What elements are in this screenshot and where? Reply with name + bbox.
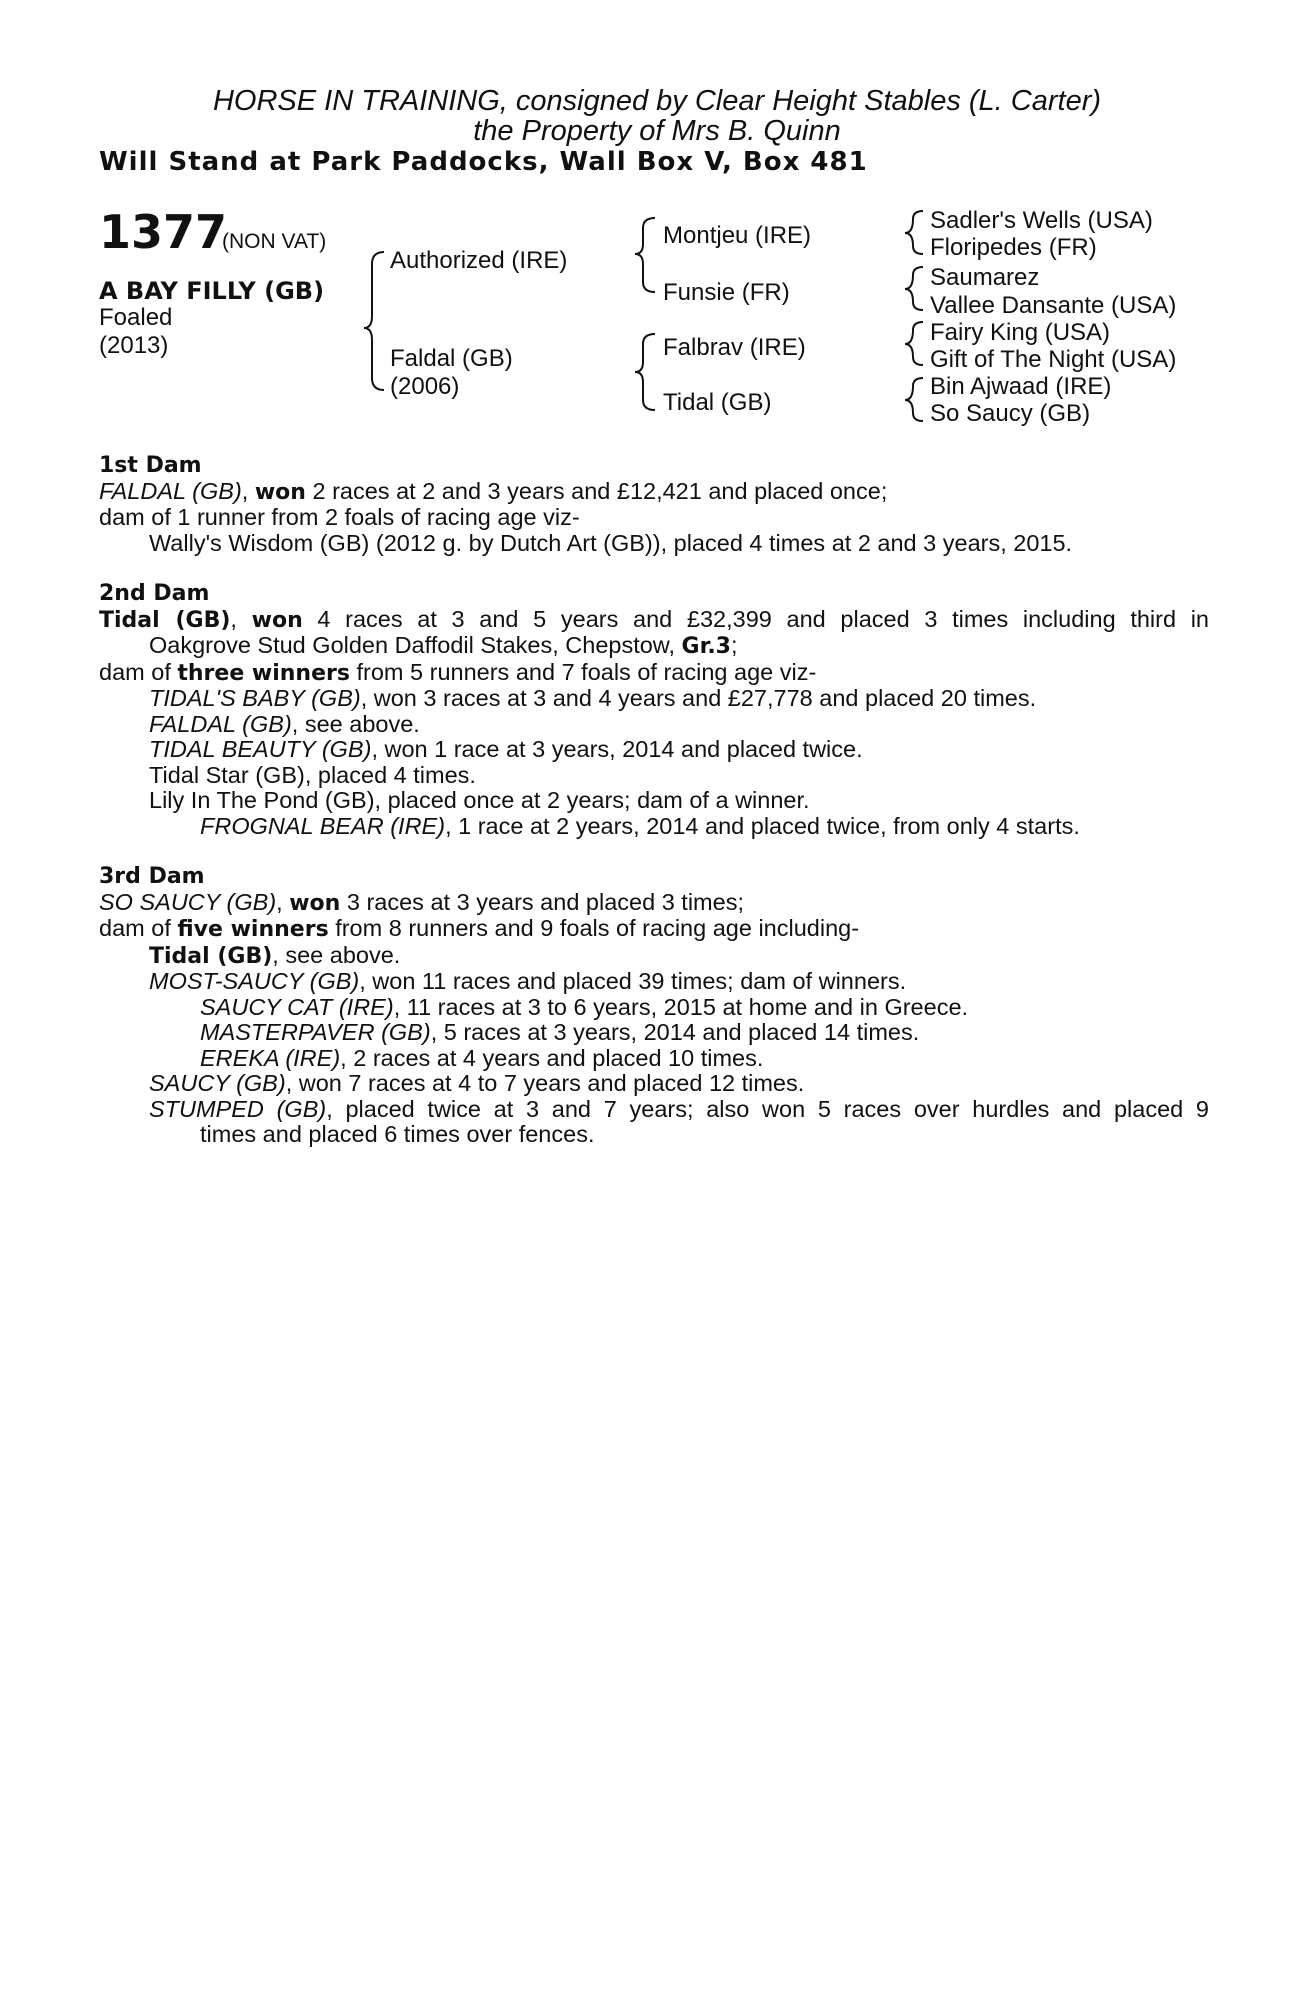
third-dam-section: [99, 864, 1209, 1148]
pedigree-g3-4: Vallee Dansante (USA): [930, 292, 1177, 319]
third-dam-line: SAUCY (GB), won 7 races at 4 to 7 years and placed 12 times.: [149, 1070, 805, 1096]
pedigree-g3-2: Floripedes (FR): [930, 234, 1097, 261]
foaled-label: Foaled: [99, 304, 173, 331]
pedigree-g3-5: Fairy King (USA): [930, 319, 1111, 346]
third-dam-line: MOST-SAUCY (GB), won 11 races and placed 39 times; dam of winners.: [149, 968, 907, 994]
lot-description: A BAY FILLY (GB): [99, 277, 325, 305]
pedigree-dam-sire: Falbrav (IRE): [663, 334, 806, 361]
first-dam-line: FALDAL (GB), won 2 races at 2 and 3 years and £12,421 and placed once;: [99, 477, 888, 505]
third-dam-line: MASTERPAVER (GB), 5 races at 3 years, 2014 and placed 14 times.: [200, 1019, 920, 1045]
first-dam-heading: 1st Dam: [99, 453, 202, 478]
second-dam-line: TIDAL'S BABY (GB), won 3 races at 3 and 4 years and £27,778 and placed 20 times.: [149, 685, 1037, 711]
first-dam-line: dam of 1 runner from 2 foals of racing age viz-: [99, 504, 580, 530]
second-dam-heading: 2nd Dam: [99, 581, 210, 606]
second-dam-line: Lily In The Pond (GB), placed once at 2 years; dam of a winner.: [149, 787, 810, 813]
pedigree-g3-3: Saumarez: [930, 264, 1040, 291]
third-dam-line: Tidal (GB), see above.: [149, 941, 401, 969]
lot-heading-line2: the Property of Mrs B. Quinn: [473, 115, 841, 147]
third-dam-line: STUMPED (GB), placed twice at 3 and 7 years; also won 5 races over hurdles and placed 9: [149, 1095, 1210, 1122]
pedigree-dam: Faldal (GB): [390, 345, 513, 372]
foaled-year: (2013): [99, 332, 169, 359]
second-dam-line: TIDAL BEAUTY (GB), won 1 race at 3 years, 2014 and placed twice.: [149, 736, 863, 762]
second-dam-line: FROGNAL BEAR (IRE), 1 race at 2 years, 2014 and placed twice, from only 4 starts.: [200, 812, 1080, 839]
third-dam-line: SO SAUCY (GB), won 3 races at 3 years and placed 3 times;: [99, 888, 744, 916]
third-dam-line: dam of five winners from 8 runners and 9 foals of racing age including-: [99, 915, 860, 942]
first-dam-line: Wally's Wisdom (GB) (2012 g. by Dutch Art (GB)), placed 4 times at 2 and 3 years, 2015.: [149, 529, 1073, 556]
pedigree-sire-dam: Funsie (FR): [663, 279, 790, 306]
lot-location: Will Stand at Park Paddocks, Wall Box V, Box 481: [99, 147, 868, 177]
pedigree-sire-sire: Montjeu (IRE): [663, 222, 812, 249]
second-dam-line: Tidal Star (GB), placed 4 times.: [149, 761, 476, 788]
produce-record: [99, 453, 1209, 1173]
pedigree-dam-dam: Tidal (GB): [663, 389, 772, 416]
second-dam-line: dam of three winners from 5 runners and 7 foals of racing age viz-: [99, 658, 817, 686]
pedigree-g3-7: Bin Ajwaad (IRE): [930, 373, 1112, 400]
third-dam-line: EREKA (IRE), 2 races at 4 years and placed 10 times.: [200, 1044, 764, 1071]
pedigree-g3-8: So Saucy (GB): [930, 400, 1091, 427]
lot-number: 1377: [99, 205, 228, 259]
third-dam-line: times and placed 6 times over fences.: [200, 1121, 595, 1147]
second-dam-line: Tidal (GB), won 4 races at 3 and 5 years and £32,399 and placed 3 times including third in: [99, 605, 1209, 633]
third-dam-line: SAUCY CAT (IRE), 11 races at 3 to 6 years, 2015 at home and in Greece.: [200, 993, 969, 1020]
third-dam-heading: 3rd Dam: [99, 864, 205, 889]
pedigree-sire: Authorized (IRE): [390, 247, 568, 274]
first-dam-section: [99, 453, 1209, 556]
second-dam-line: FALDAL (GB), see above.: [149, 710, 420, 737]
second-dam-section: [99, 581, 1209, 839]
second-dam-line: Oakgrove Stud Golden Daffodil Stakes, Chepstow, Gr.3;: [149, 632, 738, 659]
pedigree-dam-year: (2006): [390, 373, 460, 400]
lot-heading-line1: HORSE IN TRAINING, consigned by Clear Height Stables (L. Carter): [212, 85, 1102, 117]
lot-vat-status: (NON VAT): [222, 230, 327, 253]
pedigree-g3-6: Gift of The Night (USA): [930, 346, 1177, 373]
pedigree-g3-1: Sadler's Wells (USA): [930, 207, 1153, 234]
